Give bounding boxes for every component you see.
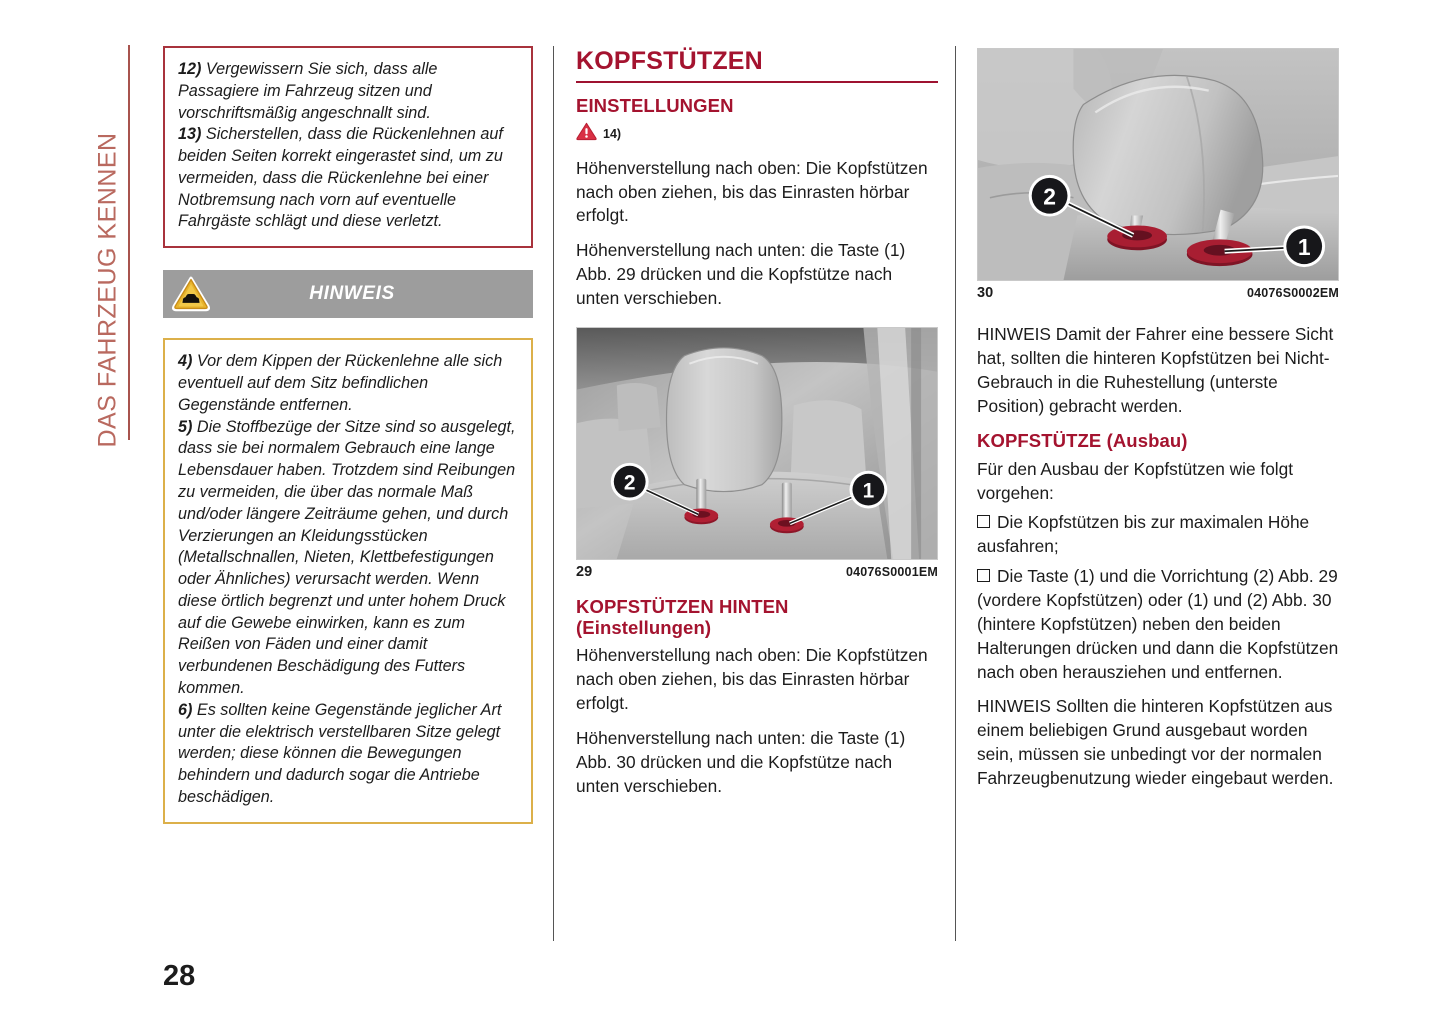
warning-item-text: Vergewissern Sie sich, dass alle Passagiere im Fahrzeug sitzen und vorschriftsmäßig angeschnallt sind. [178,60,438,122]
warning-item-number: 12) [178,60,202,78]
warning-item-number: 13) [178,125,202,144]
paragraph: Höhenverstellung nach oben: Die Kopfstützen nach oben ziehen, bis das Einrasten hörbar erfolgt. [576,157,928,226]
bullet-square-icon [977,569,990,582]
figure-30 [977,48,1339,301]
callout-badge-1 [1283,225,1325,267]
warning-triangle-car-icon [171,275,211,313]
note-item-text: Die Stoffbezüge der Sitze sind so ausgelegt, dass sie bei normalem Gebrauch eine lange Lebensdauer haben. Trotzdem sind Reibungen zu vermeiden, die über das normale Maß und/oder längere Zeiträume gehen, und durch Verzierungen an Kleidungsstücken (Metallschnallen, Nieten, Klettbefestigungen oder Ähnliches) verursacht werden. Wenn diese örtlich begrenzt und unter hohem Druck auf die Gewebe einwirken, kann es zum Reißen von Fäden und einer damit verbundenen Beschädigung des Futters kommen. [178,417,516,697]
warning-item-text: Sicherstellen, dass die Rückenlehnen auf beiden Seiten korrekt eingerastet sind, um zu vermeiden, dass die Rückenlehne bei einer Notbremsung nach vorn auf eventuelle Fahrgäste schlägt und diese verletzt. [178,125,503,231]
warning-box [163,46,533,248]
svg-text:1: 1 [862,479,875,503]
column-divider-2 [955,46,956,941]
note-item [178,417,518,700]
subsection-title-kopfstuetzen-hinten [576,596,938,639]
figure-30-caption [977,285,1339,301]
figure-29-caption [576,564,938,580]
note-item-number: 6) [178,700,193,719]
danger-reference-number: 14) [603,126,622,141]
warning-item [178,59,518,124]
sidebar-rule [128,45,130,440]
paragraph: Für den Ausbau der Kopfstützen wie folgt vorgehen: [977,458,1294,503]
svg-text:1: 1 [1297,234,1311,261]
section-title-rule [576,81,938,83]
danger-reference-row [576,123,938,145]
paragraph: Höhenverstellung nach unten: die Taste (1) Abb. 29 drücken und die Kopfstütze nach unten verschieben. [576,240,906,309]
red-warning-triangle-icon [576,122,597,146]
list-item-text: Die Kopfstützen bis zur maximalen Höhe ausfahren; [977,512,1310,557]
page-number: 28 [163,960,196,992]
subsection-title-line1: KOPFSTÜTZEN HINTEN [576,595,789,617]
column-divider-1 [553,46,554,941]
list-item-text: Die Taste (1) und die Vorrichtung (2) Abb. 29 (vordere Kopfstützen) oder (1) und (2) Abb. 30 (hintere Kopfstützen) neben den beiden Halterungen drücken und dann die Kopfstützen nach oben herausziehen und entfernen. [977,566,1339,682]
paragraph: Höhenverstellung nach unten: die Taste (1) Abb. 30 drücken und die Kopfstütze nach unten verschieben. [576,728,906,796]
hinweis-banner [163,270,533,318]
figure-code: 04076S0001EM [845,564,938,579]
figure-29 [576,327,938,580]
rear-headrest-photo [977,48,1339,281]
callout-badge-2 [1029,175,1071,217]
note-item-text: Es sollten keine Gegenstände jeglicher Art unter die elektrisch verstellbaren Sitze gelegt werden; diese können die Bewegungen behindern und dadurch sogar die Antriebe beschädigen. [178,700,502,806]
note-item-text: Vor dem Kippen der Rückenlehne alle sich eventuell auf dem Sitz befindlichen Gegenstände entfernen. [178,352,503,414]
paragraph: Höhenverstellung nach oben: Die Kopfstützen nach oben ziehen, bis das Einrasten hörbar erfolgt. [576,645,928,714]
note-item-number: 5) [178,417,193,436]
section-title-kopfstuetze-ausbau: KOPFSTÜTZE (Ausbau) [977,430,1188,452]
hinweis-banner-label: HINWEIS [309,283,395,305]
callout-badge-1 [849,471,887,509]
column-1 [163,46,533,824]
bullet-square-icon [977,515,990,528]
closing-paragraph: HINWEIS Sollten die hinteren Kopfstützen aus einem beliebigen Grund ausgebaut worden sein, müssen sie unbedingt vor der normalen Fahrzeugbenutzung wieder eingebaut werden. [977,696,1334,789]
list-item [977,565,1339,684]
subsection-title-einstellungen: EINSTELLUNGEN [576,94,734,116]
front-headrest-photo [576,327,938,560]
figure-number: 30 [977,285,994,301]
list-item [977,511,1339,559]
note-item-number: 4) [178,352,193,371]
svg-text:2: 2 [1043,183,1056,210]
column-2 [576,48,938,799]
callout-badge-2 [611,463,649,501]
note-item [178,700,518,809]
subsection-title-line2: (Einstellungen) [576,617,712,639]
section-title-kopfstuetzen: KOPFSTÜTZEN [576,47,763,75]
note-box [163,338,533,823]
chapter-label: DAS FAHRZEUG KENNEN [93,132,122,448]
column-3 [977,48,1339,791]
figure-number: 29 [576,563,593,580]
note-item [178,351,518,416]
hinweis-paragraph: HINWEIS Damit der Fahrer eine bessere Sicht hat, sollten die hinteren Kopfstützen bei Nicht-Gebrauch in die Ruhestellung (unterste Position) gebracht werden. [977,324,1334,416]
figure-code: 04076S0002EM [1246,286,1339,300]
svg-text:2: 2 [623,471,636,495]
warning-item [178,124,518,233]
